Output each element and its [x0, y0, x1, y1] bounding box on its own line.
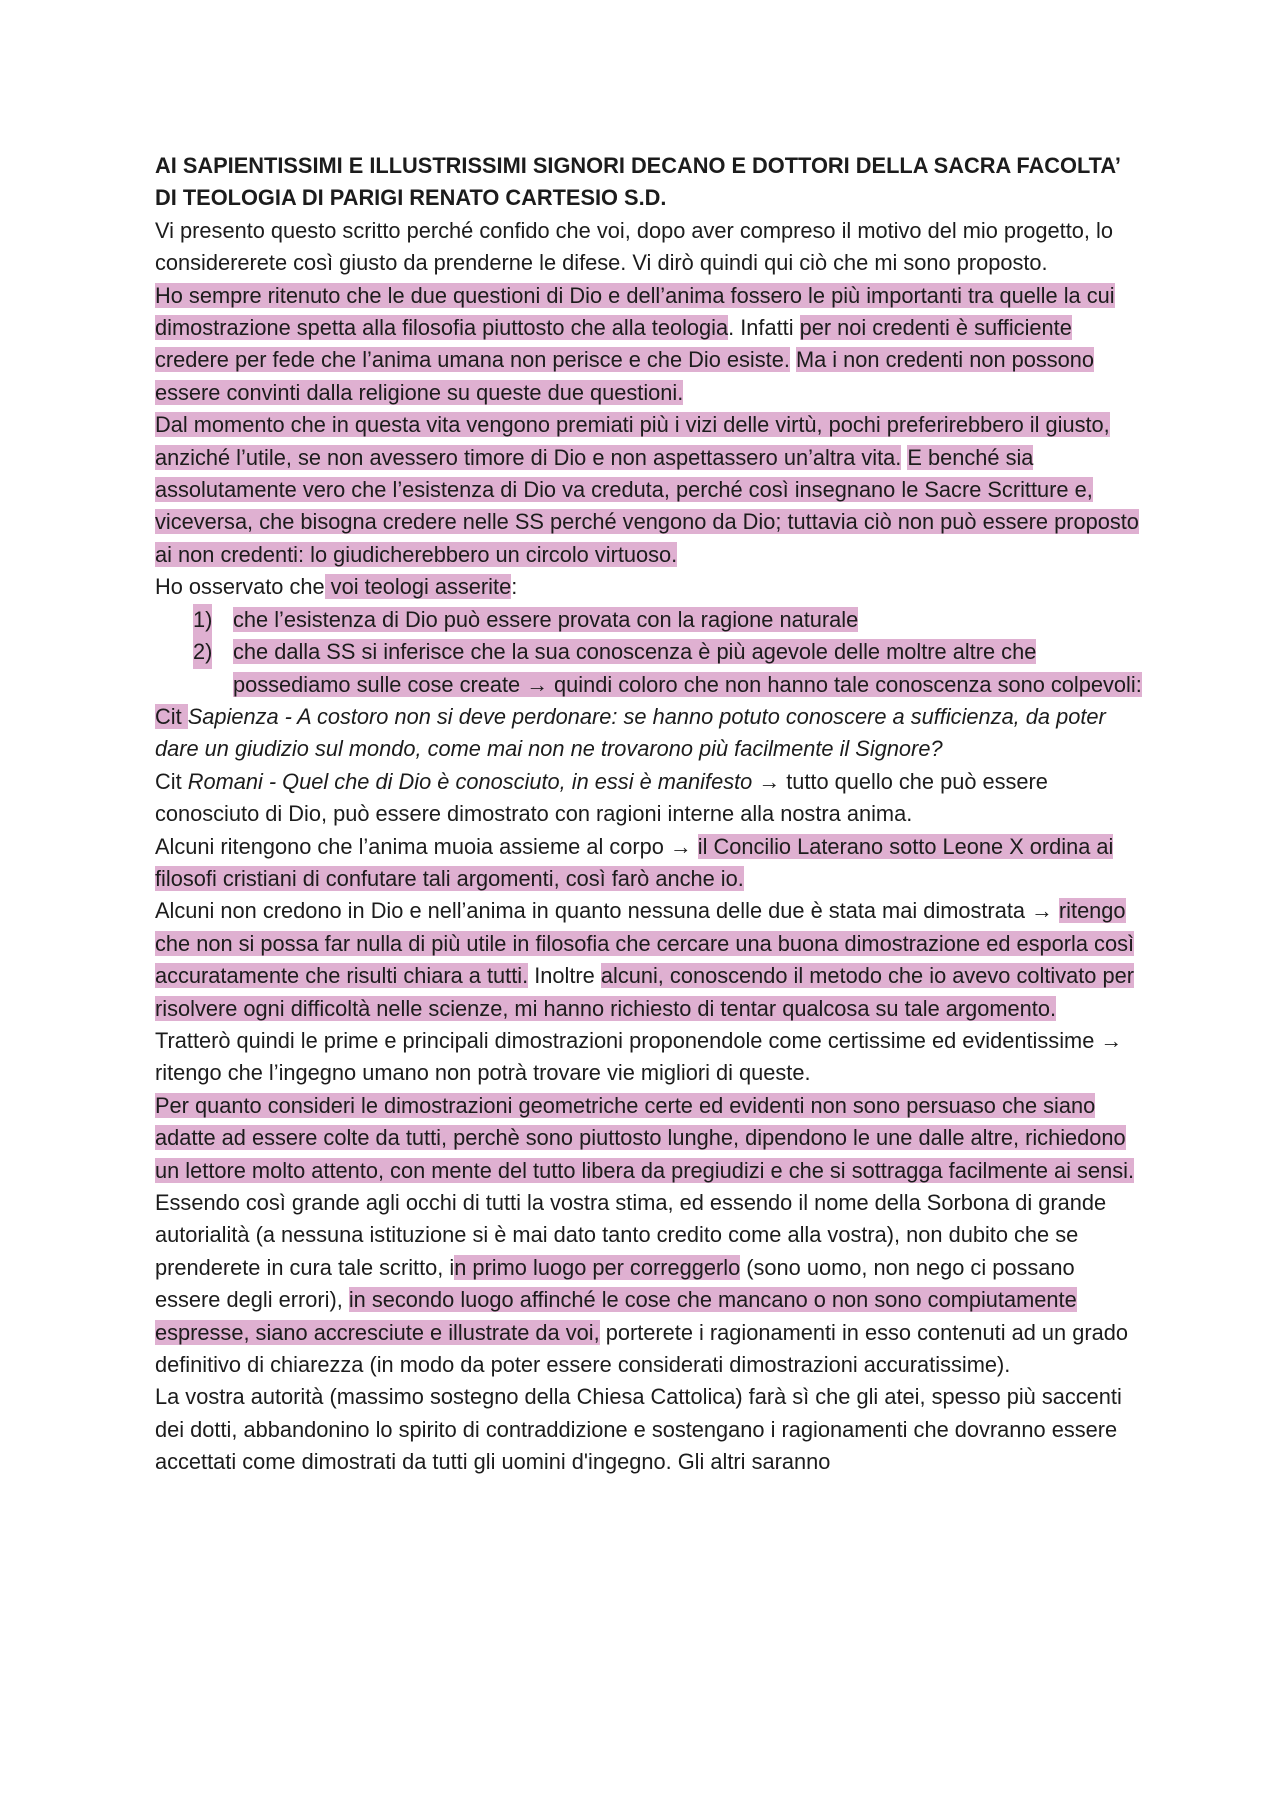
highlight: per noi credenti è sufficiente credere per fede che l’anima umana non perisce e che Dio esiste. — [155, 315, 1072, 373]
text-span: Cit — [155, 768, 188, 794]
quote-text: Romani - Quel che di Dio è conosciuto, in essi è manifesto — [187, 768, 753, 794]
paragraph-trattero: Tratterò quindi le prime e principali dimostrazioni proponendole come certissime ed evidentissime → ritengo che l’ingegno umano non potrà trovare vie migliori di queste. — [155, 1027, 1123, 1086]
paragraph-intro: Vi presento questo scritto perché confido che voi, dopo aver compreso il motivo del mio progetto, lo considererete così giusto da prenderne le difese. Vi dirò quindi qui ciò che mi sono proposto. — [155, 217, 1113, 276]
paragraph-teologi — [155, 571, 1145, 603]
paragraph-geometriche — [155, 1090, 1145, 1187]
highlight: Dal momento che in questa vita vengono premiati più i vizi delle virtù, pochi preferirebbero il giusto, anziché l’utile, se non avessero timore di Dio e non aspettassero un’altra vita. — [155, 412, 1110, 470]
highlight: che dalla SS si inferisce che la sua conoscenza è più agevole delle moltre altre che possediamo sulle cose create → quindi coloro che non hanno tale conoscenza sono colpevoli: — [233, 639, 1142, 697]
highlight: Ma i non credenti non possono essere convinti dalla religione su queste due questioni. — [155, 347, 1095, 405]
text-span: (sono uomo, non nego ci possano essere degli errori), — [155, 1254, 1075, 1313]
highlight: il Concilio Laterano sotto Leone X ordina ai filosofi cristiani di confutare tali argomenti, così farò anche io. — [155, 833, 1114, 891]
list-item — [155, 636, 1145, 701]
paragraph-dio-anima — [155, 280, 1145, 410]
list-item — [155, 604, 1145, 636]
text-span: porterete i ragionamenti in esso contenuti ad un grado definitivo di chiarezza (in modo da poter essere considerati dimostrazioni accuratissime). — [155, 1319, 1128, 1378]
highlight: in secondo luogo affinché le cose che mancano o non sono compiutamente espresse, siano accresciute e illustrate da voi, — [155, 1287, 1077, 1345]
text-span: → tutto quello che può essere conosciuto di Dio, può essere dimostrato con ragioni interne alla nostra anima. — [155, 768, 1048, 827]
highlight: n primo luogo per correggerlo — [454, 1254, 741, 1280]
paragraph-vizi-virtu — [155, 409, 1145, 571]
highlight: Cit — [155, 703, 188, 729]
text-span: Alcuni non credono in Dio e nell’anima in quanto nessuna delle due è stata mai dimostrata → — [155, 898, 1059, 924]
text-span: Alcuni ritengono che l’anima muoia assieme al corpo → — [155, 833, 698, 859]
paragraph-cit-romani — [155, 766, 1145, 831]
highlight: Per quanto consideri le dimostrazioni geometriche certe ed evidenti non sono persuaso che siano adatte ad essere colte da tutti, perchè sono piuttosto lunghe, dipendono le une dalle altre, richiedono un lettore molto attento, con mente del tutto libera da pregiudizi e che si sottragga facilmente ai sensi. — [155, 1092, 1134, 1183]
text-span: : — [511, 574, 518, 600]
highlight: ritengo che non si possa far nulla di più utile in filosofia che cercare una buona dimostrazione ed esporla così accuratamente che risulti chiara a tutti. — [155, 898, 1135, 989]
paragraph-cit-sapienza — [155, 701, 1145, 766]
text-span: . Infatti — [728, 315, 800, 341]
highlight: E benché sia assolutamente vero che l’esistenza di Dio va creduta, perché così insegnano le Sacre Scritture e, viceversa, che bisogna credere nelle SS perché vengono da Dio; tuttavia ciò non può essere proposto ai non credenti: lo giudicherebbero un circolo virtuoso. — [155, 444, 1139, 567]
text-span: Essendo così grande agli occhi di tutti la vostra stima, ed essendo il nome della Sorbona di grande autorialità (a nessuna istituzione si è mai dato tanto credito come alla vostra), non dubito che se prenderete in cura tale scritto, i — [155, 1190, 1107, 1280]
highlight: che l’esistenza di Dio può essere provata con la ragione naturale — [233, 606, 859, 632]
highlight: alcuni, conoscendo il metodo che io avevo coltivato per risolvere ogni difficoltà nelle scienze, mi hanno richiesto di tentar qualcosa su tale argomento. — [155, 963, 1134, 1021]
list-number: 1) — [193, 604, 212, 636]
document-page — [155, 150, 1145, 1479]
text-span: Inoltre — [528, 963, 601, 989]
highlight: Ho sempre ritenuto che le due questioni di Dio e dell’anima fossero le più importanti tra quelle la cui dimostrazione spetta alla filosofia piuttosto che alla teologia — [155, 282, 1115, 341]
paragraph-dimostrazione — [155, 895, 1145, 1025]
highlight: voi teologi asserite — [324, 574, 512, 600]
quote-text: Sapienza - A costoro non si deve perdonare: se hanno potuto conoscere a sufficienza, da poter dare un giudizio sul mondo, come mai non ne trovarono più facilmente il Signore? — [155, 703, 1106, 762]
paragraph-concilio — [155, 831, 1145, 896]
paragraph-autorita: La vostra autorità (massimo sostegno della Chiesa Cattolica) farà sì che gli atei, spesso più saccenti dei dotti, abbandonino lo spirito di contraddizione e sostengano i ragionamenti che dovranno essere accettati come dimostrati da tutti gli uomini d'ingegno. Gli altri saranno — [155, 1384, 1122, 1475]
paragraph-sorbona — [155, 1187, 1145, 1381]
text-span: Ho osservato che — [155, 574, 325, 600]
document-title: AI SAPIENTISSIMI E ILLUSTRISSIMI SIGNORI DECANO E DOTTORI DELLA SACRA FACOLTA’ DI TEOLOGIA DI PARIGI RENATO CARTESIO S.D. — [155, 153, 1120, 211]
list-number: 2) — [193, 636, 212, 668]
